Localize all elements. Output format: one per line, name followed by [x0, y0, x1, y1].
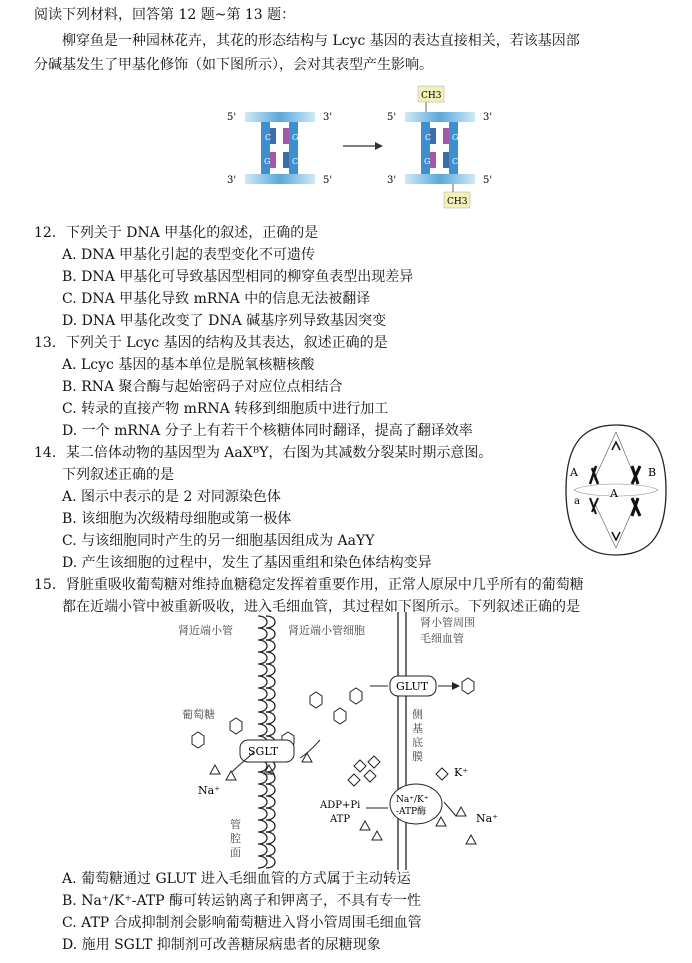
label-tubule: 肾近端小管 — [178, 624, 233, 637]
label-na: Na⁺ — [198, 784, 220, 797]
label-capillary-line2: 毛细血管 — [420, 632, 464, 645]
label-na-right: Na⁺ — [476, 812, 498, 825]
q14-stem-line2: 下列叙述正确的是 — [62, 467, 174, 483]
q15-stem: 15．肾脏重吸收葡萄糖对维持血糖稳定发挥着重要作用，正常人原尿中几乎所有的葡萄糖 — [34, 577, 584, 593]
label-adp: ADP+Pi — [320, 800, 361, 811]
material-heading: 阅读下列材料，回答第 12 题~第 13 题： — [34, 7, 296, 23]
label-lumen-2: 腔 — [230, 832, 241, 845]
q13-option-a: A. Lcyc 基因的基本单位是脱氧核糖核酸 — [62, 357, 315, 373]
label-basolateral-2: 基 — [412, 722, 423, 735]
pump-label-line1: Na⁺/K⁺ — [396, 795, 429, 805]
q14-option-d: D. 产生该细胞的过程中，发生了基因重组和染色体结构变异 — [62, 555, 432, 571]
q13-option-b: B. RNA 聚合酶与起始密码子对应位点相结合 — [62, 379, 343, 395]
dna-methylation-figure — [215, 82, 515, 214]
q14-option-c: C. 与该细胞同时产生的另一细胞基因组成为 AaYY — [62, 533, 375, 549]
q14-option-b: B. 该细胞为次级精母细胞或第一极体 — [62, 511, 292, 527]
q15-stem-line2: 都在近端小管中被重新吸收，进入毛细血管，其过程如下图所示。下列叙述正确的是 — [62, 599, 580, 615]
q12-stem: 12．下列关于 DNA 甲基化的叙述，正确的是 — [34, 225, 319, 241]
label-5prime: 5' — [323, 175, 333, 186]
label-3prime: 3' — [323, 112, 333, 123]
q15-option-b: B. Na⁺/K⁺-ATP 酶可转运钠离子和钾离子，不具有专一性 — [62, 893, 422, 909]
q14-stem: 14．某二倍体动物的基因型为 AaXᴮY，右图为其减数分裂某时期示意图。 — [34, 445, 493, 461]
pump-label-line2: -ATP酶 — [396, 807, 427, 817]
gene-label-A-mid: A — [610, 487, 618, 500]
label-k: K⁺ — [454, 766, 469, 779]
base-g: G — [292, 133, 299, 142]
label-basolateral-3: 底 — [412, 736, 423, 749]
methyl-group-top: CH3 — [421, 91, 442, 101]
q15-option-c: C. ATP 合成抑制剂会影响葡萄糖进入肾小管周围毛细血管 — [62, 915, 422, 931]
methyl-group-bottom: CH3 — [447, 197, 468, 207]
base-c: C — [265, 133, 272, 142]
sglt-transporter: SGLT — [248, 745, 279, 758]
meiosis-cell-figure — [556, 420, 676, 560]
q13-option-c: C. 转录的直接产物 mRNA 转移到细胞质中进行加工 — [62, 401, 389, 417]
label-lumen-3: 面 — [230, 846, 241, 859]
q13-stem: 13．下列关于 Lcyc 基因的结构及其表达，叙述正确的是 — [34, 335, 388, 351]
label-capillary-line1: 肾小管周围 — [420, 616, 475, 629]
q15-option-d: D. 施用 SGLT 抑制剂可改善糖尿病患者的尿糖现象 — [62, 937, 381, 953]
label-glucose: 葡萄糖 — [182, 708, 215, 721]
q12-option-b: B. DNA 甲基化可导致基因型相同的柳穿鱼表型出现差异 — [62, 269, 414, 285]
label-5prime: 5' — [227, 112, 237, 123]
label-basolateral-1: 侧 — [412, 708, 423, 721]
label-tubule-cell: 肾近端小管细胞 — [288, 624, 365, 637]
base-g: G — [424, 157, 431, 166]
label-3prime: 3' — [483, 112, 493, 123]
q15-option-a: A. 葡萄糖通过 GLUT 进入毛细血管的方式属于主动转运 — [62, 871, 411, 887]
label-3prime: 3' — [387, 175, 397, 186]
base-c: C — [425, 133, 432, 142]
q13-option-d: D. 一个 mRNA 分子上有若干个核糖体同时翻译，提高了翻译效率 — [62, 423, 473, 439]
glucose-reabsorption-figure — [170, 612, 510, 870]
q14-option-a: A. 图示中表示的是 2 对同源染色体 — [62, 489, 281, 505]
gene-label-A-left: A — [570, 466, 578, 479]
label-basolateral-4: 膜 — [412, 750, 423, 763]
material-paragraph-line2: 分碱基发生了甲基化修饰（如下图所示），会对其表型产生影响。 — [34, 57, 433, 73]
label-3prime: 3' — [227, 175, 237, 186]
label-lumen-1: 管 — [230, 818, 241, 831]
base-g: G — [452, 133, 459, 142]
base-c: C — [452, 157, 459, 166]
label-5prime: 5' — [387, 112, 397, 123]
label-5prime: 5' — [483, 175, 493, 186]
q12-option-a: A. DNA 甲基化引起的表型变化不可遗传 — [62, 247, 316, 263]
glut-transporter: GLUT — [396, 680, 429, 693]
material-paragraph-line1: 柳穿鱼是一种园林花卉，其花的形态结构与 Lcyc 基因的表达直接相关，若该基因部 — [62, 33, 580, 49]
gene-label-B: B — [648, 466, 657, 479]
base-c: C — [292, 157, 299, 166]
q12-option-d: D. DNA 甲基化改变了 DNA 碱基序列导致基因突变 — [62, 313, 387, 329]
label-atp: ATP — [330, 814, 351, 825]
gene-label-a: a — [574, 496, 580, 507]
base-g: G — [264, 157, 271, 166]
q12-option-c: C. DNA 甲基化导致 mRNA 中的信息无法被翻译 — [62, 291, 371, 307]
